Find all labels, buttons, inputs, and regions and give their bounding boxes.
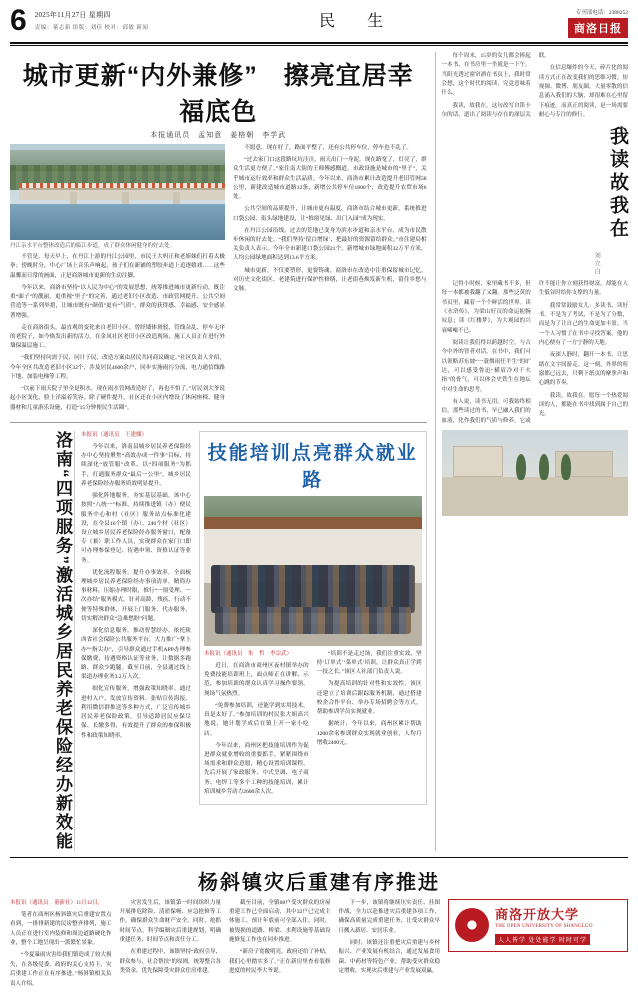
square-photo bbox=[442, 430, 628, 516]
vertical-story-meta: 本报讯（通讯员 王建娜） bbox=[81, 431, 148, 438]
section-title: 民 生 bbox=[319, 13, 398, 30]
editor-credits: 责编：董志新 组版：刘佳 校对：邱敏 新闻 bbox=[34, 25, 149, 31]
right-column bbox=[435, 52, 628, 851]
ad-slogan: 人人皆学 处处能学 时时可学 bbox=[495, 934, 590, 945]
ad-block bbox=[448, 899, 628, 992]
lower-left-block bbox=[10, 431, 427, 851]
university-ad[interactable] bbox=[448, 899, 628, 952]
bottom-headline: 杨斜镇灾后重建有序推进 bbox=[198, 871, 440, 894]
bottom-story bbox=[10, 857, 628, 992]
lead-photo-block bbox=[10, 144, 225, 416]
lead-byline: 本报通讯员 孟知意 姜格朝 李学武 bbox=[150, 131, 287, 139]
essay-author: 刘立白 bbox=[593, 251, 600, 276]
university-seal-icon bbox=[455, 908, 489, 942]
vertical-story-text: 本报讯（通讯员 王建娜） 今年以来，洛南县城乡居民养老保险经办中心坚持聚焦“高效办成一件事”目标，持续深化“放管服”改革，以“四项服务”为抓手，打通服务群众“最后一公里”，城乡居民养老保险经办服务质效明显提升。 强化阵地服务，夯实基层基础。该中心按照“八统一”标准，持续推进镇（办）便民服务中心和村（社区）服务站点标准化建设，在全县16个镇（办）、246个村（社区）设立城乡居民养老保险经办服务窗口，配备专（兼）职工作人员，实现群众在家门口即可办理参保登记、待遇申领、资格认证等业务。 优化流程服务，提升办事效率。全面梳理城乡居民养老保险经办事项清单，精简办事材料，压缩办理时限，推行“一窗受理、一次办结”服务模式。针对高龄、残疾、行动不便等特殊群体，开展上门服务、代办服务，切实解决群众“急难愁盼”问题。 深化信息服务，推动智慧经办。依托陕西省社会保险公共服务平台，大力推广“掌上办”“指尖办”，引导群众通过手机APP办理参保缴费、待遇资格认证等业务，让数据多跑路、群众少跑腿。截至目前，全县通过线上渠道办理业务3.2万人次。 细化宣传服务，增强政策知晓率。通过进村入户、发放宣传资料、张贴宣传海报、利用微信群推送等多种方式，广泛宣传城乡居民养老保险政策，引导适龄居民应保尽保、长缴多得，有效提升了群众的参保积极性和政策知晓率。 bbox=[81, 431, 191, 739]
masthead-rule bbox=[10, 42, 628, 44]
lead-text-left: 不管是，每天早上，在丹江上游的丹江公园里，市民王大妈正和老姐妹们打着太极拳；傍晚时分，中心广场上音乐声响起，孩子们在新铺的塑胶步道上追逐嬉戏……这些温馨而日常的画面，正是商洛城市更新的生动注脚。 今年以来，商洛市坚持“以人民为中心”的发展思想，统筹推进城市更新行动，既注重“面子”的靓丽，更重视“里子”的完善，通过老旧小区改造、市政管网提升、公共空间营造等一系列举措，让城市既有“颜值”更有“气质”，群众的获得感、幸福感、安全感显著增强。 走在商洛街头，最直观的变化来自老旧小区。曾经墙体斑驳、管线杂乱、停车无序的老院子，如今焕发出新的活力。在金凤社区老旧小区改造现场，施工人员正在进行外墙保温层施工。 “我们坚持问需于民、问计于民，改造方案由居民共同商议确定。”社区负责人介绍，今年全区共改造老旧小区32个，涉及居民4600余户，同步实施雨污分流、电力通信线路下地、加装电梯等工程。 “以前下雨天院子里全是积水，现在雨水管网改造好了，再也不怕了。”居民刘大爷说起小区变化，脸上洋溢着笑容。除了硬件提升，社区还在小区内增设了休闲座椅、健身器材和儿童游乐设施，打造“15分钟便民生活圈”。 bbox=[10, 254, 225, 411]
training-photo bbox=[204, 496, 422, 646]
bottom-col-3: 截至目前，全镇68户受灾群众的房屋重建工作已全面启动，其中32户已完成主体施工，预计年底前可全部入住。同时，被毁损的道路、桥梁、水利设施等基础设施修复工作也在同步推进。 “新房子宽敞明亮，政府还给了补贴，我们心里踏实多了。”正在新房里查看装修进度的村民李大爷说。 bbox=[229, 899, 331, 975]
lead-photo-caption: 丹江亲水平台整体改造后的临江步道，成了群众休闲健身的好去处。 bbox=[10, 243, 176, 249]
masthead bbox=[10, 0, 628, 38]
main-columns bbox=[10, 52, 427, 851]
feature-block bbox=[199, 431, 427, 805]
bottom-meta: 本报讯（通讯员 董新社）11月12日， bbox=[10, 899, 104, 906]
lead-text-right: 不愿意，现在好了，路面平整了，还有公共停车位，停车也不乱了。 “过去家门口这段路坑坑洼洼，雨天出门一身泥。现在路宽了，灯亮了，群众生活更方便了。”家住南大街的王师傅感慨道。市政设施是城市的“里子”，关乎城市运行效率和群众生活品质。今年以来，商洛市累计改造提升老旧管网58公里，新建改造城市道路12条，新增公共停车位1800个，改造提升农贸市场6处。 公共空间的品质提升，让城市更有温度。商洛市结合城市更新，系统推进口袋公园、街头绿地建设，让“推窗见绿、出门入园”成为现实。 在丹江公园沿线，过去的荒地已变身为滨水步道和亲水平台，成为市民散步休闲的好去处。“我们坚持‘留白增绿’，把最好的资源留给群众。”市住建局相关负责人表示，今年全市新建口袋公园21个，新增城市绿地面积32万平方米，人均公园绿地面积达到13.6平方米。 城市更新，不仅要塑形，更要铸魂。商洛市在改造中注重保留城市记忆，对历史文化街区、老建筑进行保护性修缮，让老街巷焕发新生机，留住乡愁与文脉。 bbox=[233, 145, 427, 293]
vertical-story-headline: 洛南“四项服务”激活城乡居民养老保险经办新效能 bbox=[10, 431, 75, 851]
essay-text-top: 每个周末，15岁的女儿都会捧起一本书，在书房里一坐就是一下午。当阳光透过窗帘洒在书页上，我时常会想，这个时代的阅读，究竟意味着什么。 我读，故我在。这句改写自笛卡尔的话，道出了阅读与存在的深层关联。 在信息爆炸的今天，碎片化的阅读方式正在改变我们的思维习惯。短视频、微博、朋友圈，大量零散的信息涌入我们的大脑，却很难在心里留下痕迹。而真正的阅读，是一场需要耐心与专注的修行。 bbox=[441, 53, 628, 119]
lead-headline: 城市更新“内外兼修” 擦亮宜居幸福底色 bbox=[22, 62, 414, 126]
page-folio: 6 bbox=[10, 4, 27, 37]
masthead-rule-thin bbox=[10, 45, 628, 46]
bottom-col-4: 下一步，该镇将继续压实责任、挂图作战，全力以赴推进灾后重建各项工作，确保高质量完成重建任务，让受灾群众早日搬入新居、安居乐业。 同时，该镇还注重把灾后重建与乡村振兴、产业发展有机结合，通过发展食用菌、中药材等特色产业，帮助受灾群众稳定增收，实现灾后重建与产业发展双赢。 bbox=[338, 899, 440, 975]
ad-english: THE OPEN UNIVERSITY OF SHANGLUO bbox=[495, 923, 593, 929]
essay-text-main: 记得小时候，家里藏书不多，但每一本都被我翻了又翻。那些泛黄的书页里，藏着一个个鲜活的世界。读《水浒传》，为梁山好汉的命运扼腕叹息；读《红楼梦》，为大观园的兴衰唏嘘不已。 阅读让我们得以跨越时空，与古今中外的智者对话。在书中，我们可以领略苏东坡“一蓑烟雨任平生”的旷达，可以感受鲁迅“横眉冷对千夫指”的骨气，可以体会史铁生在地坛中对生命的思考。 有人说，读书无用。可我始终相信，那些读过的书，早已融入我们的血液，化作我们的气质与修养。它或许不能让你立刻获得财富，却能在人生低谷时给你支撑的力量。 我常常鼓励女儿：多读书、读好书。不是为了考试，不是为了分数，而是为了让自己的生命更加丰盈。当一个人习惯了在书中寻找答案，他的内心便有了一方宁静的天地。 夜深人静时，翻开一本书，让思绪在文字间游走。这一刻，外界的喧嚣都已远去，只剩下纸页的摩挲声和心跳的节奏。 我读，故我在。愿每一个热爱阅读的人，都能在书中找到属于自己的光。 bbox=[441, 280, 628, 424]
bottom-col-1: 本报讯（通讯员 董新社）11月12日， 笔者在商州区杨斜镇灾后重建安置点看到，一排排新建的民房整齐排列，施工人员正在进行室内装修和周边道路硬化作业，整个工地呈现出一派繁忙景象。 “今夏暴雨灾害给我们镇造成了较大损失，在各级党委、政府的关心支持下，灾后重建工作正在有序推进。”杨斜镇相关负责人介绍。 bbox=[10, 899, 112, 987]
bottom-col-2: 灾害发生后，该镇第一时间组织力量开展排危除险、清淤保畅、应急抢修等工作，确保群众生命财产安全。同时，抢抓时间节点，科学编制灾后重建规划，明确重建任务、时间节点和责任分工。 在重建过程中，该镇坚持“政府引导、群众参与、社会帮扶”的原则，统筹整合各类资金，优先保障受灾群众住房重建。 bbox=[119, 899, 221, 975]
feature-text-left: 本报讯（通讯员 朱 哲 李宗武） 近日，在商洛市商州区夜村镇举办的免费技能培训班上，面点师正在讲解、示范，参加培训的群众认真学习操作要领，现场气氛热烈。 “免费参加培训，还能学到实用技术，真是太好了。”参加培训的村民张大姐高兴地说，她计划学成后在镇上开一家小吃店。 今年以来，商州区把技能培训作为促进群众就业增收的重要抓手，紧紧围绕市场需求和群众意愿，精心设置培训课程，先后开展了家政服务、中式烹调、电子商务、电焊工等多个工种的技能培训，累计培训城乡劳动力2600余人次。 bbox=[204, 650, 309, 795]
feature-headline: 技能培训点亮群众就业路 bbox=[207, 442, 418, 491]
publication-date: 2025年11月27日 星期四 bbox=[34, 11, 111, 19]
page-body bbox=[10, 52, 628, 851]
newspaper-logo: 商洛日报 bbox=[568, 18, 628, 38]
masthead-right bbox=[568, 6, 628, 38]
feature-meta: 本报讯（通讯员 朱 哲 李宗武） bbox=[204, 650, 293, 657]
feature-text-right: “培训不是走过场，我们注重实效，坚持‘订单式’‘菜单式’培训，让群众真正学到一技之长。”该区人社部门负责人说。 为提高培训的针对性和实效性，该区还建立了培训后跟踪服务机制，通过搭建校企合作平台、举办专场招聘会等方式，帮助参训学员实现就业。 据统计，今年以来，商州区累计帮助1200余名参训群众实现就业创业，人均月增收2400元。 bbox=[316, 650, 422, 746]
hotline-text: 专刊部电话：2388252 bbox=[575, 10, 628, 16]
essay-title: 我读故我在 bbox=[607, 125, 628, 241]
bridge-photo bbox=[10, 144, 225, 240]
vertical-story-body bbox=[81, 431, 427, 851]
essay-title-block bbox=[442, 126, 628, 276]
masthead-meta bbox=[35, 6, 149, 31]
ad-title: 商洛开放大学 bbox=[495, 906, 580, 922]
divider-1 bbox=[10, 422, 427, 423]
